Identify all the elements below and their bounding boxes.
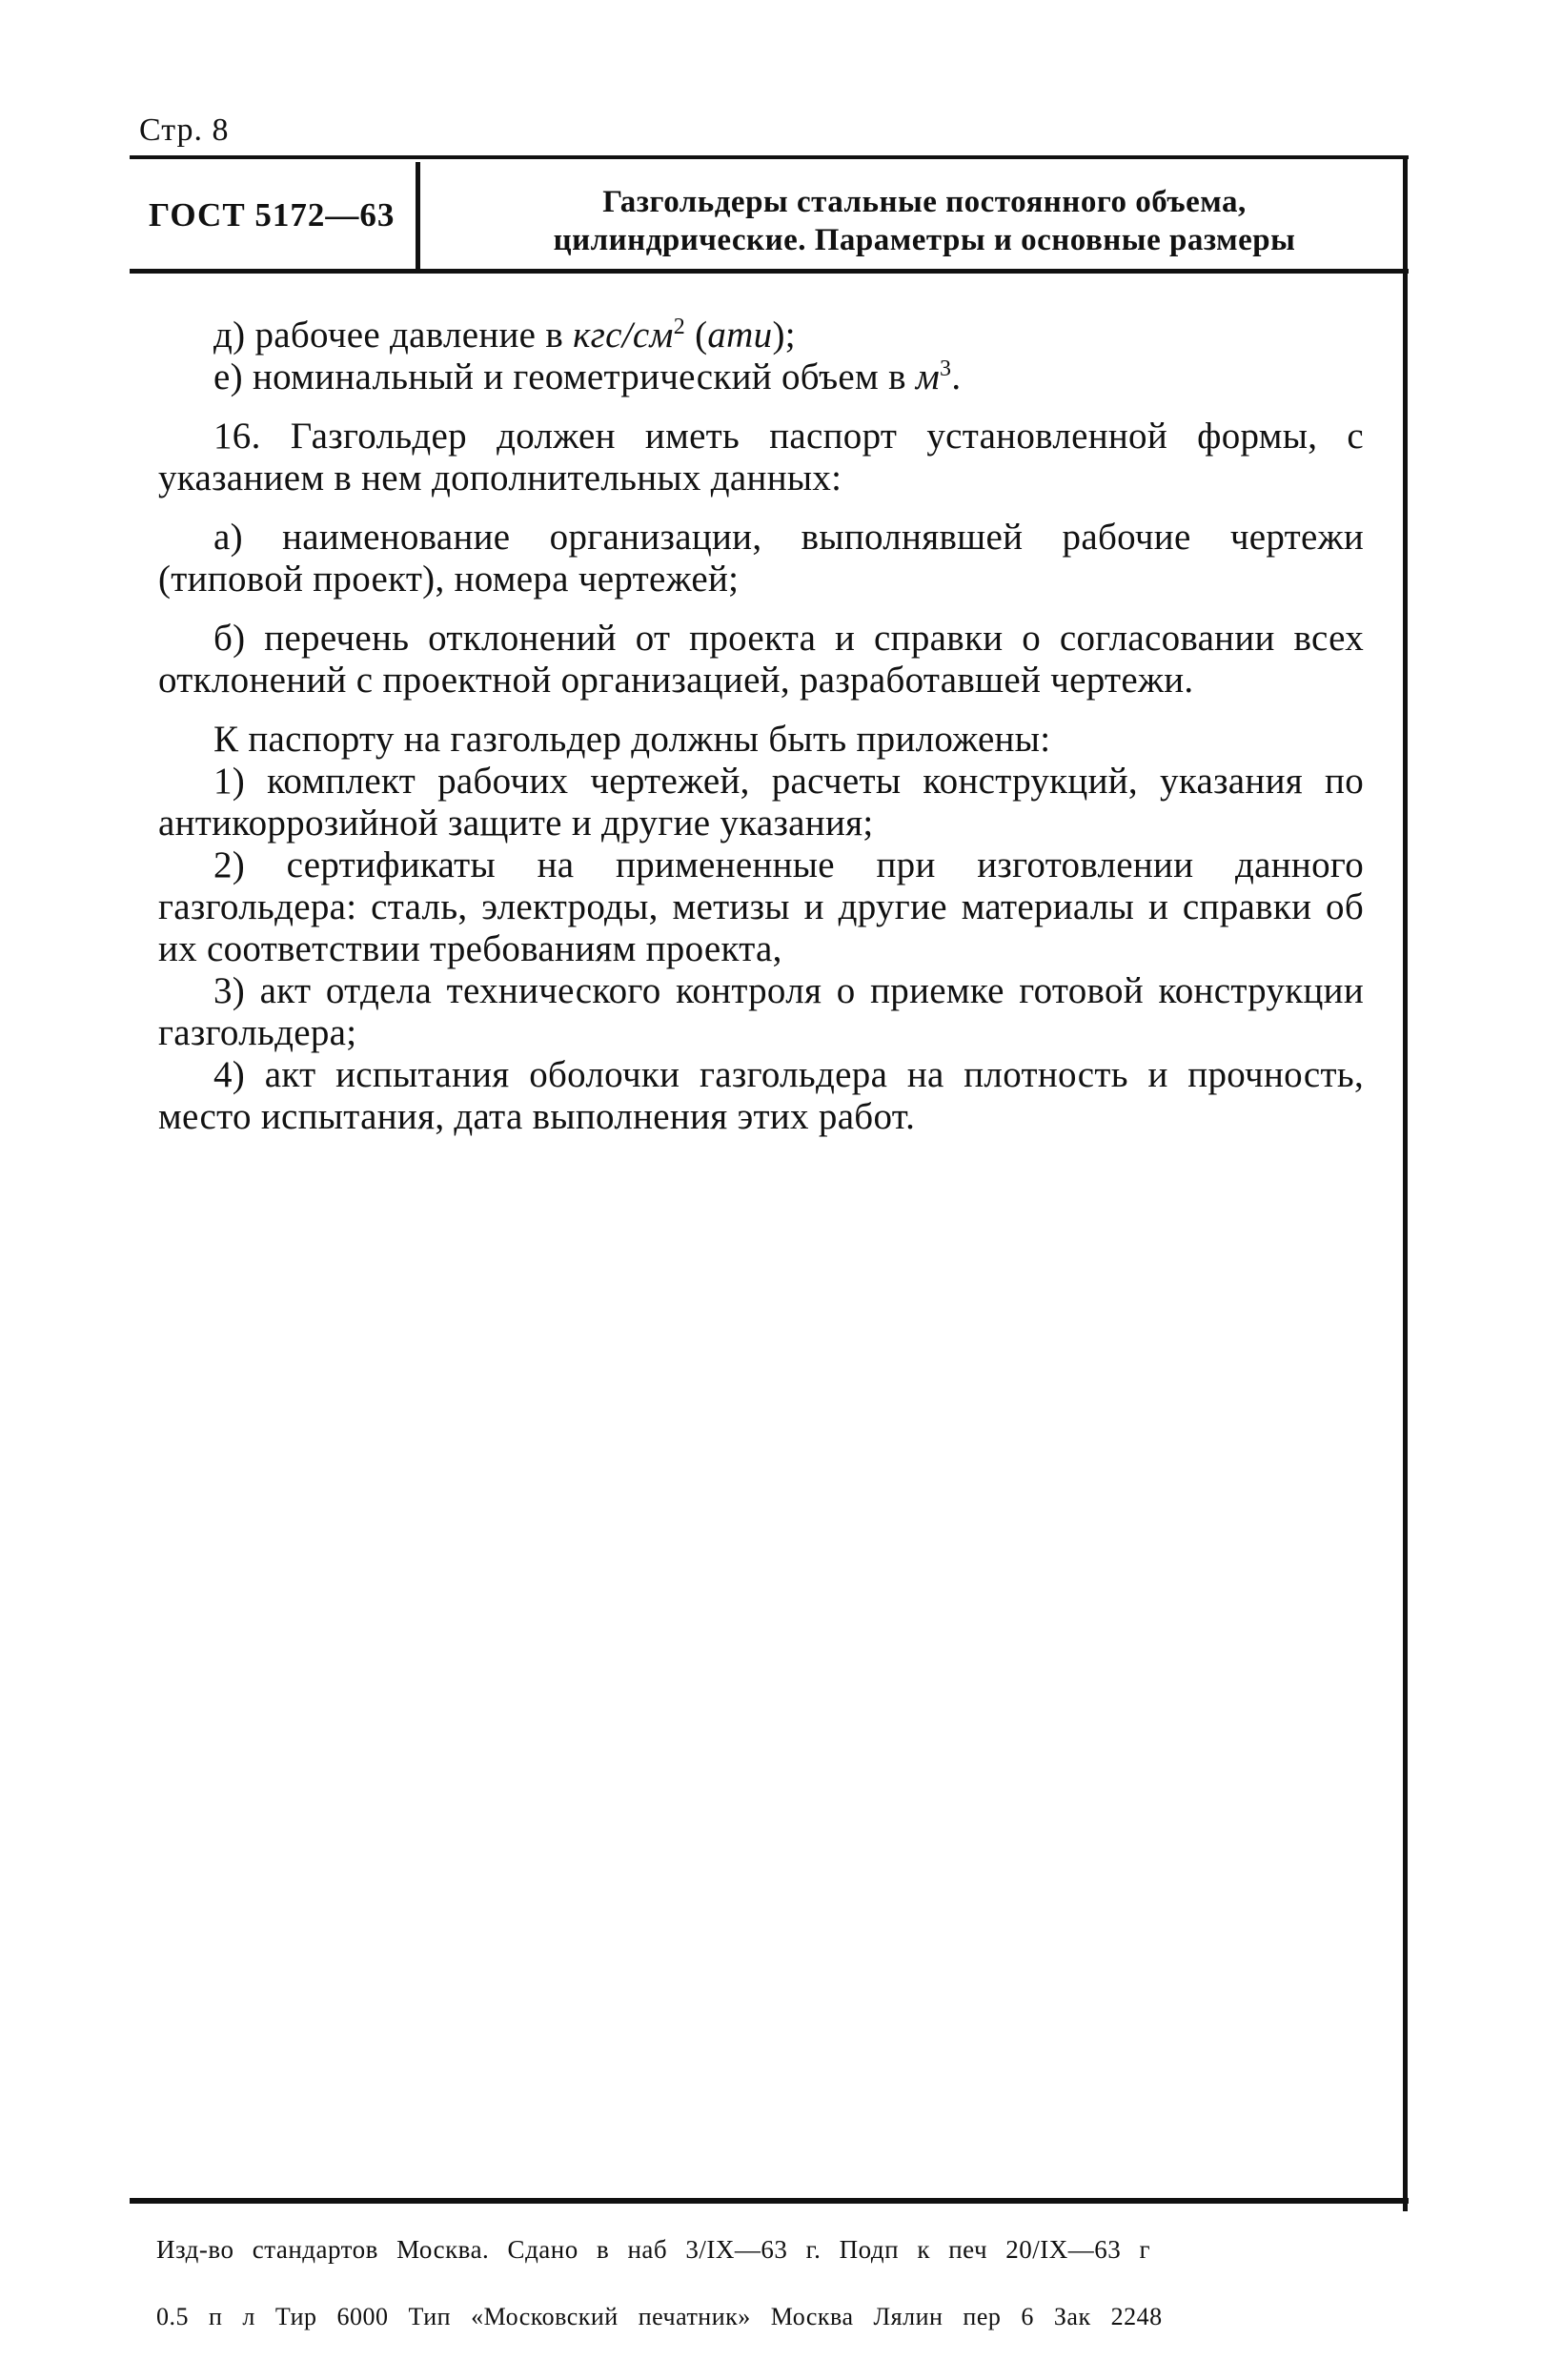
page-number: Стр. 8 bbox=[139, 112, 230, 148]
item-d-end: ; bbox=[784, 315, 796, 356]
item-d-unit: кгс/см bbox=[573, 315, 674, 356]
item-d-prefix: д) рабочее давление в bbox=[213, 315, 574, 356]
header-top-rule bbox=[130, 155, 1409, 159]
attachments-intro: К паспорту на газгольдер должны быть приложены: bbox=[213, 719, 1051, 760]
item-d-paren: ати bbox=[707, 315, 773, 356]
imprint-line-1: Изд-во стандартов Москва. Сдано в наб 3/IX—63 г. Подп к печ 20/IX—63 г bbox=[156, 2235, 1151, 2264]
header-title-line2: цилиндрические. Параметры и основные размеры bbox=[553, 223, 1296, 257]
imprint-line-2: 0.5 п л Тир 6000 Тип «Московский печатник» Москва Лялин пер 6 Зак 2248 bbox=[156, 2303, 1163, 2330]
item-d: д) рабочее давление в кгс/$см^2$ (ати); bbox=[213, 315, 796, 356]
attachment-1: 1) комплект рабочих чертежей, расчеты конструкций, указания по антикоррозийной защите и другие указания; bbox=[158, 761, 1364, 844]
body-text bbox=[158, 315, 1364, 1138]
header-divider bbox=[416, 162, 420, 269]
attachment-3: 3) акт отдела технического контроля о приемке готовой конструкции газгольдера; bbox=[158, 970, 1364, 1053]
item-d-unit-exp: 2 bbox=[673, 315, 686, 339]
header-right-rule bbox=[1403, 158, 1408, 2211]
header-title-line1: Газгольдеры стальные постоянного объема, bbox=[602, 185, 1247, 219]
attachment-2: 2) сертификаты на примененные при изготовлении данного газгольдера: сталь, электроды, метизы и другие материалы и справки об их соответствии требованиям проекта, bbox=[158, 844, 1364, 969]
paragraph-16: 16. Газгольдер должен иметь паспорт установленной формы, с указанием в нем дополнительных данных: bbox=[158, 416, 1364, 498]
footer-rule bbox=[130, 2198, 1409, 2204]
item-e bbox=[158, 356, 1364, 398]
item-e-unit-exp: 3 bbox=[940, 356, 952, 381]
item-a: а) наименование организации, выполнявшей рабочие чертежи (типовой проект), номера чертежей; bbox=[158, 517, 1364, 600]
item-e-unit: м bbox=[915, 356, 941, 397]
header-title bbox=[477, 183, 1372, 259]
attachment-4: 4) акт испытания оболочки газгольдера на плотность и прочность, место испытания, дата выполнения этих работ. bbox=[158, 1054, 1364, 1137]
item-b: б) перечень отклонений от проекта и справки о согласовании всех отклонений с проектной организацией, разработавшей чертежи. bbox=[158, 618, 1364, 701]
item-e-prefix: е) номинальный и геометрический объем в bbox=[213, 356, 916, 397]
header-bottom-rule bbox=[130, 269, 1409, 274]
gost-code: ГОСТ 5172—63 bbox=[149, 196, 396, 234]
item-e-end: . bbox=[951, 356, 962, 397]
